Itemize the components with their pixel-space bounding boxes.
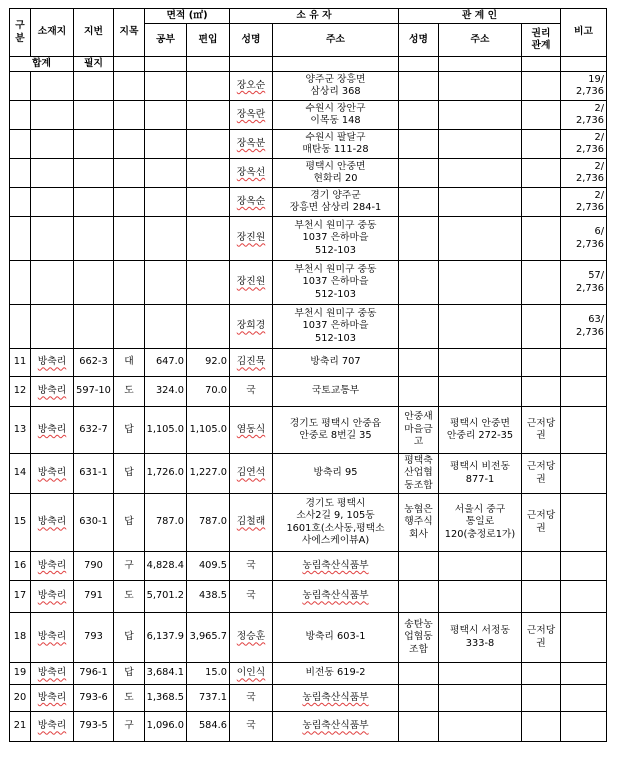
area-official: 1,105.0 bbox=[145, 407, 187, 454]
related-address bbox=[439, 581, 522, 613]
owner-name: 국 bbox=[230, 712, 273, 742]
lot-number: 793-5 bbox=[74, 712, 114, 742]
header-location: 소재지 bbox=[31, 9, 74, 57]
owner-address: 수원시 장안구 이목동 148 bbox=[273, 101, 399, 130]
header-remarks: 비고 bbox=[561, 9, 607, 57]
area-official: 324.0 bbox=[145, 377, 187, 407]
owner-address: 평택시 안중면 현화리 20 bbox=[273, 159, 399, 188]
owner-name: 정승훈 bbox=[230, 613, 273, 663]
lot-number: 793-6 bbox=[74, 685, 114, 712]
empty-cell bbox=[145, 159, 187, 188]
empty-cell bbox=[74, 261, 114, 305]
related-address bbox=[439, 101, 522, 130]
empty-cell bbox=[74, 101, 114, 130]
owner-name: 장오순 bbox=[230, 72, 273, 101]
empty-cell bbox=[114, 305, 145, 349]
empty-cell bbox=[31, 130, 74, 159]
area-incorporated: 409.5 bbox=[187, 552, 230, 581]
related-name bbox=[399, 685, 439, 712]
remarks bbox=[561, 552, 607, 581]
related-name: 송탄농 업협동 조합 bbox=[399, 613, 439, 663]
location: 방축리 bbox=[31, 454, 74, 494]
empty-cell bbox=[114, 101, 145, 130]
owner-name: 장옥순 bbox=[230, 188, 273, 217]
related-address bbox=[439, 349, 522, 377]
remarks: 57/ 2,736 bbox=[561, 261, 607, 305]
related-rights bbox=[522, 188, 561, 217]
parcel-row bbox=[10, 613, 607, 663]
lot-number: 631-1 bbox=[74, 454, 114, 494]
owner-address: 수원시 팔달구 매탄동 111-28 bbox=[273, 130, 399, 159]
empty-cell bbox=[145, 130, 187, 159]
empty-cell bbox=[187, 72, 230, 101]
related-address bbox=[439, 712, 522, 742]
owner-address: 부천시 원미구 중동 1037 은하마을 512-103 bbox=[273, 261, 399, 305]
empty-cell bbox=[145, 101, 187, 130]
empty-cell bbox=[10, 188, 31, 217]
owner-name: 장옥란 bbox=[230, 101, 273, 130]
co-owner-row bbox=[10, 261, 607, 305]
co-owner-row bbox=[10, 101, 607, 130]
related-rights bbox=[522, 581, 561, 613]
header-gubun: 구 분 bbox=[10, 9, 31, 57]
header-lot: 지번 bbox=[74, 9, 114, 57]
empty-cell bbox=[31, 188, 74, 217]
empty-cell bbox=[114, 217, 145, 261]
remarks: 2/ 2,736 bbox=[561, 101, 607, 130]
area-official: 1,096.0 bbox=[145, 712, 187, 742]
header-area-incorporated: 편입 bbox=[187, 24, 230, 57]
parcel-row bbox=[10, 663, 607, 685]
location: 방축리 bbox=[31, 581, 74, 613]
area-incorporated: 787.0 bbox=[187, 494, 230, 552]
related-rights bbox=[522, 72, 561, 101]
lot-number: 662-3 bbox=[74, 349, 114, 377]
parcel-number: 13 bbox=[10, 407, 31, 454]
co-owner-row bbox=[10, 217, 607, 261]
lot-number: 632-7 bbox=[74, 407, 114, 454]
empty-cell bbox=[10, 217, 31, 261]
land-category: 대 bbox=[114, 349, 145, 377]
co-owner-row bbox=[10, 305, 607, 349]
lot-number: 597-10 bbox=[74, 377, 114, 407]
related-name: 농협은 행주식 회사 bbox=[399, 494, 439, 552]
remarks bbox=[561, 407, 607, 454]
parcel-row bbox=[10, 581, 607, 613]
header-land-category: 지목 bbox=[114, 9, 145, 57]
parcel-number: 16 bbox=[10, 552, 31, 581]
header-owner-address: 주소 bbox=[273, 24, 399, 57]
location: 방축리 bbox=[31, 377, 74, 407]
location: 방축리 bbox=[31, 494, 74, 552]
remarks bbox=[561, 377, 607, 407]
remarks: 2/ 2,736 bbox=[561, 188, 607, 217]
lot-number: 793 bbox=[74, 613, 114, 663]
empty-cell bbox=[31, 159, 74, 188]
area-incorporated: 92.0 bbox=[187, 349, 230, 377]
remarks bbox=[561, 349, 607, 377]
related-rights bbox=[522, 217, 561, 261]
owner-name: 김진묵 bbox=[230, 349, 273, 377]
related-name bbox=[399, 217, 439, 261]
related-rights bbox=[522, 663, 561, 685]
related-rights: 근저당 권 bbox=[522, 494, 561, 552]
related-address: 서울시 중구 통일로 120(충정로1가) bbox=[439, 494, 522, 552]
related-rights: 근저당 권 bbox=[522, 454, 561, 494]
owner-address: 농림축산식품부 bbox=[273, 712, 399, 742]
parcel-row bbox=[10, 377, 607, 407]
land-category: 구 bbox=[114, 712, 145, 742]
empty-cell bbox=[10, 261, 31, 305]
land-category: 도 bbox=[114, 685, 145, 712]
remarks: 6/ 2,736 bbox=[561, 217, 607, 261]
land-register-table bbox=[9, 8, 607, 742]
related-rights bbox=[522, 305, 561, 349]
land-category: 도 bbox=[114, 377, 145, 407]
parcel-row bbox=[10, 407, 607, 454]
owner-name: 장진원 bbox=[230, 261, 273, 305]
owner-address: 부천시 원미구 중동 1037 은하마을 512-103 bbox=[273, 305, 399, 349]
related-name bbox=[399, 130, 439, 159]
co-owner-row bbox=[10, 159, 607, 188]
owner-address: 국토교통부 bbox=[273, 377, 399, 407]
owner-name: 국 bbox=[230, 377, 273, 407]
empty-cell bbox=[74, 217, 114, 261]
related-name bbox=[399, 581, 439, 613]
area-incorporated: 70.0 bbox=[187, 377, 230, 407]
related-address: 평택시 서정동 333-8 bbox=[439, 613, 522, 663]
parcel-row bbox=[10, 494, 607, 552]
owner-address: 경기도 평택시 안중읍 안중로 8번길 35 bbox=[273, 407, 399, 454]
owner-address: 부천시 원미구 중동 1037 은하마을 512-103 bbox=[273, 217, 399, 261]
area-incorporated: 438.5 bbox=[187, 581, 230, 613]
summary-parcels: 필지 bbox=[74, 57, 114, 72]
related-name: 평택축 산업협 동조합 bbox=[399, 454, 439, 494]
location: 방축리 bbox=[31, 613, 74, 663]
co-owner-row bbox=[10, 188, 607, 217]
empty-cell bbox=[187, 261, 230, 305]
land-category: 답 bbox=[114, 407, 145, 454]
area-official: 787.0 bbox=[145, 494, 187, 552]
owner-address: 비전동 619-2 bbox=[273, 663, 399, 685]
related-rights bbox=[522, 377, 561, 407]
remarks bbox=[561, 712, 607, 742]
related-address bbox=[439, 663, 522, 685]
co-owner-row bbox=[10, 130, 607, 159]
area-incorporated: 1,105.0 bbox=[187, 407, 230, 454]
owner-name: 장옥분 bbox=[230, 130, 273, 159]
parcel-row bbox=[10, 454, 607, 494]
parcel-number: 21 bbox=[10, 712, 31, 742]
related-rights bbox=[522, 261, 561, 305]
empty-cell bbox=[74, 72, 114, 101]
header-related-name: 성명 bbox=[399, 24, 439, 57]
area-official: 647.0 bbox=[145, 349, 187, 377]
owner-name: 김연석 bbox=[230, 454, 273, 494]
land-category: 구 bbox=[114, 552, 145, 581]
empty-cell bbox=[187, 305, 230, 349]
owner-name: 장진원 bbox=[230, 217, 273, 261]
empty-cell bbox=[114, 261, 145, 305]
related-rights bbox=[522, 101, 561, 130]
owner-address: 농림축산식품부 bbox=[273, 581, 399, 613]
parcel-number: 17 bbox=[10, 581, 31, 613]
empty-cell bbox=[145, 188, 187, 217]
empty-cell bbox=[10, 159, 31, 188]
area-official: 1,726.0 bbox=[145, 454, 187, 494]
header-area-group: 면적 (㎡) bbox=[145, 9, 230, 24]
related-address bbox=[439, 377, 522, 407]
empty-cell bbox=[74, 188, 114, 217]
empty-cell bbox=[145, 217, 187, 261]
empty-cell bbox=[74, 305, 114, 349]
empty-cell bbox=[145, 261, 187, 305]
summary-total: 합계 bbox=[10, 57, 74, 72]
location: 방축리 bbox=[31, 663, 74, 685]
related-name bbox=[399, 261, 439, 305]
related-name: 안중새 마을금 고 bbox=[399, 407, 439, 454]
parcel-number: 11 bbox=[10, 349, 31, 377]
area-incorporated: 737.1 bbox=[187, 685, 230, 712]
area-official: 6,137.9 bbox=[145, 613, 187, 663]
related-name bbox=[399, 349, 439, 377]
related-address: 평택시 비전동 877-1 bbox=[439, 454, 522, 494]
related-address bbox=[439, 159, 522, 188]
related-rights: 근저당 권 bbox=[522, 613, 561, 663]
related-name bbox=[399, 188, 439, 217]
related-address: 평택시 안중면 안중리 272-35 bbox=[439, 407, 522, 454]
related-rights bbox=[522, 552, 561, 581]
area-official: 5,701.2 bbox=[145, 581, 187, 613]
area-official: 3,684.1 bbox=[145, 663, 187, 685]
lot-number: 630-1 bbox=[74, 494, 114, 552]
header-related-group: 관 계 인 bbox=[399, 9, 561, 24]
related-address bbox=[439, 305, 522, 349]
empty-cell bbox=[145, 72, 187, 101]
header-related-rights: 권리 관계 bbox=[522, 24, 561, 57]
owner-name: 장옥선 bbox=[230, 159, 273, 188]
owner-address: 농림축산식품부 bbox=[273, 552, 399, 581]
owner-name: 김철래 bbox=[230, 494, 273, 552]
land-category: 도 bbox=[114, 581, 145, 613]
owner-address: 방축리 707 bbox=[273, 349, 399, 377]
empty-cell bbox=[114, 130, 145, 159]
co-owner-row bbox=[10, 72, 607, 101]
owner-name: 이인식 bbox=[230, 663, 273, 685]
area-official: 1,368.5 bbox=[145, 685, 187, 712]
parcel-number: 18 bbox=[10, 613, 31, 663]
land-category: 답 bbox=[114, 454, 145, 494]
lot-number: 796-1 bbox=[74, 663, 114, 685]
location: 방축리 bbox=[31, 552, 74, 581]
empty-cell bbox=[31, 101, 74, 130]
owner-name: 장희경 bbox=[230, 305, 273, 349]
parcel-row bbox=[10, 685, 607, 712]
remarks: 2/ 2,736 bbox=[561, 159, 607, 188]
empty-cell bbox=[10, 72, 31, 101]
empty-cell bbox=[31, 72, 74, 101]
remarks bbox=[561, 581, 607, 613]
empty-cell bbox=[145, 305, 187, 349]
parcel-row bbox=[10, 552, 607, 581]
empty-cell bbox=[74, 130, 114, 159]
related-name bbox=[399, 159, 439, 188]
empty-cell bbox=[10, 130, 31, 159]
area-official: 4,828.4 bbox=[145, 552, 187, 581]
lot-number: 790 bbox=[74, 552, 114, 581]
related-rights bbox=[522, 712, 561, 742]
related-address bbox=[439, 261, 522, 305]
remarks: 63/ 2,736 bbox=[561, 305, 607, 349]
related-address bbox=[439, 552, 522, 581]
area-incorporated: 584.6 bbox=[187, 712, 230, 742]
remarks bbox=[561, 454, 607, 494]
parcel-number: 19 bbox=[10, 663, 31, 685]
location: 방축리 bbox=[31, 407, 74, 454]
related-rights bbox=[522, 159, 561, 188]
parcel-number: 20 bbox=[10, 685, 31, 712]
owner-name: 국 bbox=[230, 552, 273, 581]
related-address bbox=[439, 130, 522, 159]
parcel-number: 14 bbox=[10, 454, 31, 494]
area-incorporated: 15.0 bbox=[187, 663, 230, 685]
remarks bbox=[561, 685, 607, 712]
area-incorporated: 3,965.7 bbox=[187, 613, 230, 663]
location: 방축리 bbox=[31, 349, 74, 377]
related-rights bbox=[522, 685, 561, 712]
owner-address: 농림축산식품부 bbox=[273, 685, 399, 712]
empty-cell bbox=[187, 101, 230, 130]
header-owner-group: 소 유 자 bbox=[230, 9, 399, 24]
location: 방축리 bbox=[31, 712, 74, 742]
owner-address: 경기 양주군 장흥면 삼상리 284-1 bbox=[273, 188, 399, 217]
related-name bbox=[399, 377, 439, 407]
owner-address: 양주군 장흥면 삼상리 368 bbox=[273, 72, 399, 101]
land-category: 답 bbox=[114, 663, 145, 685]
lot-number: 791 bbox=[74, 581, 114, 613]
empty-cell bbox=[187, 159, 230, 188]
empty-cell bbox=[10, 305, 31, 349]
owner-name: 염동식 bbox=[230, 407, 273, 454]
empty-cell bbox=[10, 101, 31, 130]
related-address bbox=[439, 72, 522, 101]
remarks: 19/ 2,736 bbox=[561, 72, 607, 101]
empty-cell bbox=[114, 159, 145, 188]
empty-cell bbox=[114, 72, 145, 101]
parcel-row bbox=[10, 712, 607, 742]
remarks bbox=[561, 663, 607, 685]
related-address bbox=[439, 685, 522, 712]
owner-name: 국 bbox=[230, 685, 273, 712]
parcel-number: 15 bbox=[10, 494, 31, 552]
related-name bbox=[399, 101, 439, 130]
related-name bbox=[399, 712, 439, 742]
parcel-number: 12 bbox=[10, 377, 31, 407]
related-name bbox=[399, 305, 439, 349]
related-name bbox=[399, 72, 439, 101]
empty-cell bbox=[31, 217, 74, 261]
related-name bbox=[399, 552, 439, 581]
area-incorporated: 1,227.0 bbox=[187, 454, 230, 494]
remarks bbox=[561, 613, 607, 663]
owner-address: 방축리 603-1 bbox=[273, 613, 399, 663]
parcel-row bbox=[10, 349, 607, 377]
empty-cell bbox=[187, 130, 230, 159]
remarks: 2/ 2,736 bbox=[561, 130, 607, 159]
related-address bbox=[439, 217, 522, 261]
empty-cell bbox=[114, 188, 145, 217]
empty-cell bbox=[74, 159, 114, 188]
empty-cell bbox=[187, 188, 230, 217]
header-area-official: 공부 bbox=[145, 24, 187, 57]
related-rights: 근저당 권 bbox=[522, 407, 561, 454]
related-name bbox=[399, 663, 439, 685]
owner-name: 국 bbox=[230, 581, 273, 613]
location: 방축리 bbox=[31, 685, 74, 712]
related-address bbox=[439, 188, 522, 217]
empty-cell bbox=[31, 261, 74, 305]
related-rights bbox=[522, 349, 561, 377]
empty-cell bbox=[31, 305, 74, 349]
header-owner-name: 성명 bbox=[230, 24, 273, 57]
owner-address: 경기도 평택시 소사2길 9, 105동 1601호(소사동,평택소 사에스케이뷰A) bbox=[273, 494, 399, 552]
related-rights bbox=[522, 130, 561, 159]
owner-address: 방축리 95 bbox=[273, 454, 399, 494]
land-category: 답 bbox=[114, 494, 145, 552]
header-related-address: 주소 bbox=[439, 24, 522, 57]
empty-cell bbox=[187, 217, 230, 261]
land-category: 답 bbox=[114, 613, 145, 663]
remarks bbox=[561, 494, 607, 552]
